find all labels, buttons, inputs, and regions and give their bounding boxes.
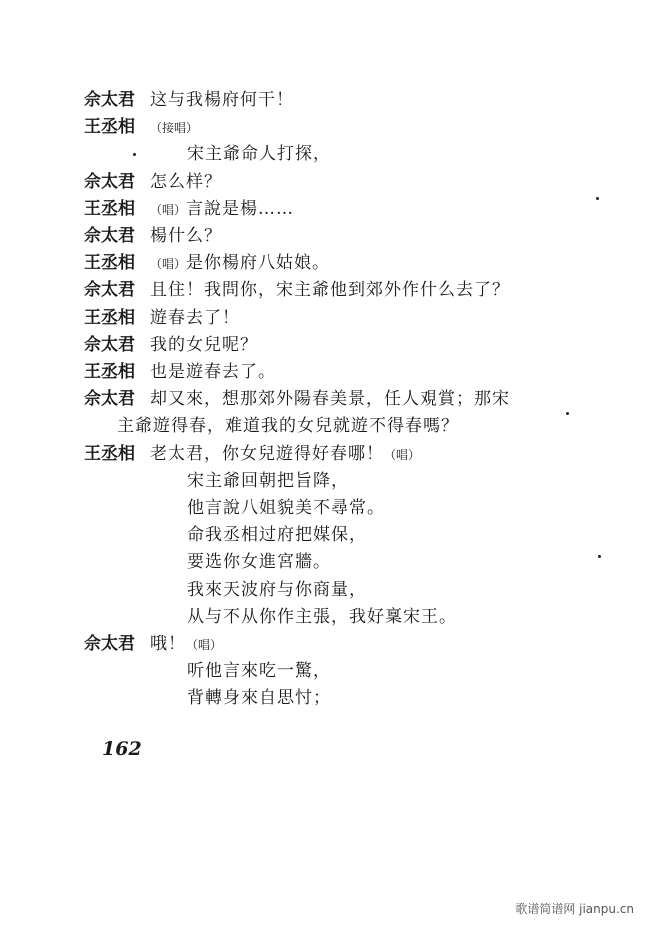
dialogue-words: 哦！: [150, 634, 186, 654]
dialogue-text: [150, 171, 222, 193]
speaker-name: 佘太君: [84, 634, 135, 654]
dialogue-words: 言說是楊……: [186, 198, 295, 219]
dialogue-text: [150, 307, 240, 329]
dialogue-words: 是你楊府八姑娘。: [186, 253, 331, 274]
scan-speck: [566, 412, 569, 415]
dialogue-words: 这与我楊府何干！: [150, 90, 294, 110]
speaker-name: 佘太君: [84, 90, 135, 110]
scan-speck: [596, 197, 599, 200]
dialogue-continuation: 主爺遊得春，难道我的女兒就遊不得春嗎？: [117, 416, 459, 437]
dialogue-text: [150, 633, 222, 656]
dialogue-text: [150, 89, 294, 111]
dialogue-text: [150, 388, 510, 410]
sung-verse: 要选你女進宮牆。: [187, 552, 331, 573]
sung-verse: 背轉身來自思忖；: [187, 688, 331, 709]
dialogue-words: 却又來，想那郊外陽春美景，任人覌賞；那宋: [150, 389, 510, 410]
dialogue-words: 楊什么？: [150, 226, 222, 246]
sung-verse: 命我丞相过府把媒保，: [187, 525, 367, 546]
speaker-name: 王丞相: [84, 198, 135, 219]
stage-direction: （唱）: [150, 202, 187, 217]
sung-verse: 从与不从你作主張，我好稟宋王。: [187, 606, 457, 627]
page-number: 162: [102, 738, 142, 760]
dialogue-words: 且住！我問你，宋主爺他到郊外作什么去了？: [150, 280, 510, 301]
speaker-name: 王丞相: [84, 253, 135, 274]
dialogue-words: 老太君，你女兒遊得好春哪！: [150, 443, 384, 464]
scan-speck: [598, 555, 601, 558]
dialogue-words: 怎么样？: [150, 171, 222, 192]
speaker-name: 佘太君: [84, 226, 135, 246]
speaker-name: 王丞相: [84, 443, 135, 464]
sung-verse: 我來天波府与你商量，: [187, 579, 367, 600]
dialogue-text: [150, 116, 198, 139]
dialogue-text: [150, 334, 258, 356]
site-watermark: 歌谱简谱网 jianpu.cn: [515, 902, 634, 916]
sung-verse: 宋主爺回朝把旨降，: [187, 470, 349, 491]
stage-direction: （唱）: [150, 257, 187, 272]
sung-verse: 他言說八姐貌美不尋常。: [187, 498, 385, 518]
speaker-name: 佘太君: [84, 389, 135, 410]
sung-verse: 听他言來吃一驚，: [187, 661, 331, 682]
stage-direction: （接唱）: [150, 121, 199, 136]
speaker-name: 佘太君: [84, 171, 135, 192]
dialogue-text: [150, 443, 420, 466]
speaker-name: 佘太君: [84, 280, 135, 301]
speaker-name: 王丞相: [84, 362, 135, 382]
dialogue-words: 遊春去了！: [150, 307, 240, 328]
stage-direction: （唱）: [384, 447, 421, 462]
dialogue-words: 也是遊春去了。: [150, 362, 276, 382]
scan-speck: [133, 153, 136, 156]
speaker-name: 佘太君: [84, 334, 135, 355]
dialogue-text: [150, 225, 222, 247]
speaker-name: 王丞相: [84, 307, 135, 328]
sung-verse: 宋主爺命人打探，: [187, 144, 331, 165]
speaker-name: 王丞相: [84, 117, 135, 138]
dialogue-text: [150, 279, 510, 301]
dialogue-text: [150, 198, 294, 221]
dialogue-text: [150, 252, 330, 275]
stage-direction: （唱）: [186, 638, 223, 652]
dialogue-text: [150, 361, 276, 383]
dialogue-words: 我的女兒呢？: [150, 334, 258, 355]
